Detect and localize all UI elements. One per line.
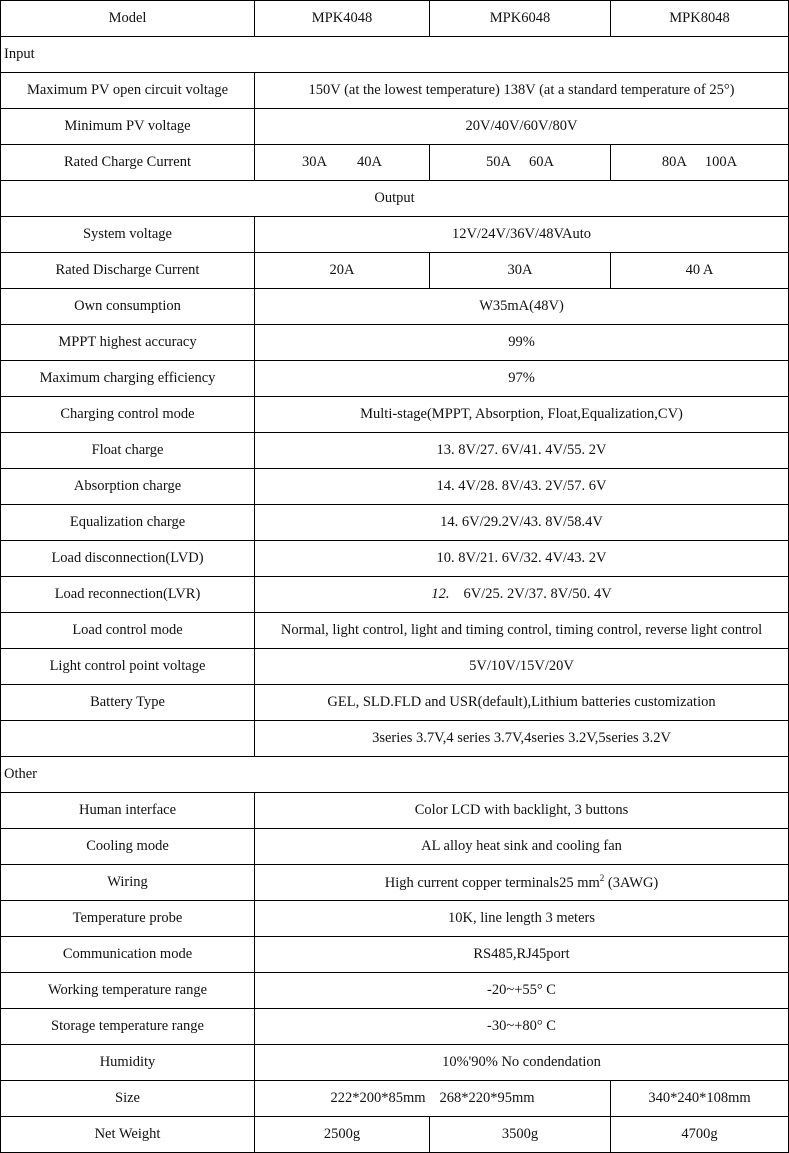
value-lead: 12. bbox=[431, 586, 450, 602]
row-value: 20V/40V/60V/80V bbox=[255, 109, 789, 145]
row-value-mpk8048: 40 A bbox=[611, 253, 789, 289]
table-row bbox=[1, 613, 789, 649]
row-value: 99% bbox=[255, 325, 789, 361]
row-value bbox=[255, 865, 789, 901]
row-value: 10K, line length 3 meters bbox=[255, 901, 789, 937]
row-label: Net Weight bbox=[1, 1117, 255, 1153]
table-row bbox=[1, 109, 789, 145]
row-value: 10%'90% No condendation bbox=[255, 1045, 789, 1081]
table-row bbox=[1, 865, 789, 901]
value-b: 268*220*95mm bbox=[439, 1090, 535, 1106]
table-row bbox=[1, 1081, 789, 1117]
value-a: 30A bbox=[302, 154, 327, 170]
row-label: Float charge bbox=[1, 433, 255, 469]
row-label: Human interface bbox=[1, 793, 255, 829]
table-row bbox=[1, 829, 789, 865]
value-a: 222*200*85mm bbox=[330, 1090, 426, 1106]
row-label: Temperature probe bbox=[1, 901, 255, 937]
row-value: GEL, SLD.FLD and USR(default),Lithium batteries customization bbox=[255, 685, 789, 721]
table-row bbox=[1, 325, 789, 361]
row-value: Multi-stage(MPPT, Absorption, Float,Equalization,CV) bbox=[255, 397, 789, 433]
row-label: Equalization charge bbox=[1, 505, 255, 541]
row-value: 3series 3.7V,4 series 3.7V,4series 3.2V,5series 3.2V bbox=[255, 721, 789, 757]
table-row bbox=[1, 361, 789, 397]
row-value-mpk4048: 20A bbox=[255, 253, 430, 289]
value-b: 40A bbox=[357, 154, 382, 170]
value-superscript: 2 bbox=[599, 873, 605, 884]
row-value-mpk6048: 3500g bbox=[430, 1117, 611, 1153]
section-other: Other bbox=[1, 757, 789, 793]
row-value-mpk6048: 30A bbox=[430, 253, 611, 289]
row-label: Maximum PV open circuit voltage bbox=[1, 73, 255, 109]
section-row-other bbox=[1, 757, 789, 793]
table-row bbox=[1, 217, 789, 253]
row-label: Minimum PV voltage bbox=[1, 109, 255, 145]
row-value: 5V/10V/15V/20V bbox=[255, 649, 789, 685]
row-label: Absorption charge bbox=[1, 469, 255, 505]
table-row bbox=[1, 793, 789, 829]
section-row-output bbox=[1, 181, 789, 217]
row-value bbox=[255, 577, 789, 613]
section-input: Input bbox=[1, 37, 789, 73]
header-mpk4048: MPK4048 bbox=[255, 1, 430, 37]
table-row bbox=[1, 433, 789, 469]
value-rest: 6V/25. 2V/37. 8V/50. 4V bbox=[463, 586, 612, 602]
row-value: AL alloy heat sink and cooling fan bbox=[255, 829, 789, 865]
row-value: 14. 4V/28. 8V/43. 2V/57. 6V bbox=[255, 469, 789, 505]
row-label bbox=[1, 721, 255, 757]
table-row bbox=[1, 541, 789, 577]
row-value-mpk8048: 4700g bbox=[611, 1117, 789, 1153]
row-label: MPPT highest accuracy bbox=[1, 325, 255, 361]
row-value-mpk6048 bbox=[430, 145, 611, 181]
value-post: (3AWG) bbox=[604, 874, 659, 891]
table-row bbox=[1, 253, 789, 289]
row-value: -20~+55° C bbox=[255, 973, 789, 1009]
section-output: Output bbox=[1, 181, 789, 217]
row-label: Light control point voltage bbox=[1, 649, 255, 685]
table-row bbox=[1, 721, 789, 757]
row-value: -30~+80° C bbox=[255, 1009, 789, 1045]
header-model: Model bbox=[1, 1, 255, 37]
row-value: 97% bbox=[255, 361, 789, 397]
row-value-mpk4048-mpk6048 bbox=[255, 1081, 611, 1117]
row-label: Maximum charging efficiency bbox=[1, 361, 255, 397]
table-row bbox=[1, 577, 789, 613]
row-label: Wiring bbox=[1, 865, 255, 901]
value-b: 100A bbox=[704, 154, 738, 170]
row-value-mpk4048: 2500g bbox=[255, 1117, 430, 1153]
row-label: Working temperature range bbox=[1, 973, 255, 1009]
value-b: 60A bbox=[529, 154, 554, 170]
row-label: Rated Charge Current bbox=[1, 145, 255, 181]
table-row bbox=[1, 1117, 789, 1153]
row-label: Load disconnection(LVD) bbox=[1, 541, 255, 577]
section-row-input bbox=[1, 37, 789, 73]
row-label: Rated Discharge Current bbox=[1, 253, 255, 289]
value-a: 50A bbox=[486, 154, 511, 170]
table-row bbox=[1, 1045, 789, 1081]
row-label: Charging control mode bbox=[1, 397, 255, 433]
table-row bbox=[1, 973, 789, 1009]
row-label: Load reconnection(LVR) bbox=[1, 577, 255, 613]
row-value: 13. 8V/27. 6V/41. 4V/55. 2V bbox=[255, 433, 789, 469]
row-label: Size bbox=[1, 1081, 255, 1117]
row-value-mpk4048 bbox=[255, 145, 430, 181]
value-pre: High current copper terminals25 mm bbox=[384, 874, 600, 891]
header-mpk6048: MPK6048 bbox=[430, 1, 611, 37]
row-value: W35mA(48V) bbox=[255, 289, 789, 325]
row-label: Cooling mode bbox=[1, 829, 255, 865]
header-mpk8048: MPK8048 bbox=[611, 1, 789, 37]
row-value: 14. 6V/29.2V/43. 8V/58.4V bbox=[255, 505, 789, 541]
row-label: Battery Type bbox=[1, 685, 255, 721]
row-value: 12V/24V/36V/48VAuto bbox=[255, 217, 789, 253]
table-row bbox=[1, 1009, 789, 1045]
value-a: 80A bbox=[661, 154, 687, 170]
row-value: Color LCD with backlight, 3 buttons bbox=[255, 793, 789, 829]
row-label: Load control mode bbox=[1, 613, 255, 649]
row-value: 10. 8V/21. 6V/32. 4V/43. 2V bbox=[255, 541, 789, 577]
row-value: 150V (at the lowest temperature) 138V (at a standard temperature of 25°) bbox=[255, 73, 789, 109]
table-row bbox=[1, 289, 789, 325]
table-row bbox=[1, 469, 789, 505]
row-label: Communication mode bbox=[1, 937, 255, 973]
table-row bbox=[1, 937, 789, 973]
row-value: RS485,RJ45port bbox=[255, 937, 789, 973]
table-row bbox=[1, 685, 789, 721]
row-value: Normal, light control, light and timing control, timing control, reverse light control bbox=[255, 613, 789, 649]
row-label: Storage temperature range bbox=[1, 1009, 255, 1045]
row-label: Humidity bbox=[1, 1045, 255, 1081]
table-row bbox=[1, 649, 789, 685]
table-row bbox=[1, 73, 789, 109]
row-label: Own consumption bbox=[1, 289, 255, 325]
table-row bbox=[1, 901, 789, 937]
table-row bbox=[1, 145, 789, 181]
row-label: System voltage bbox=[1, 217, 255, 253]
row-value-mpk8048: 340*240*108mm bbox=[611, 1081, 789, 1117]
table-row bbox=[1, 505, 789, 541]
table-row bbox=[1, 397, 789, 433]
table-header-row bbox=[1, 1, 789, 37]
row-value-mpk8048 bbox=[611, 145, 789, 181]
